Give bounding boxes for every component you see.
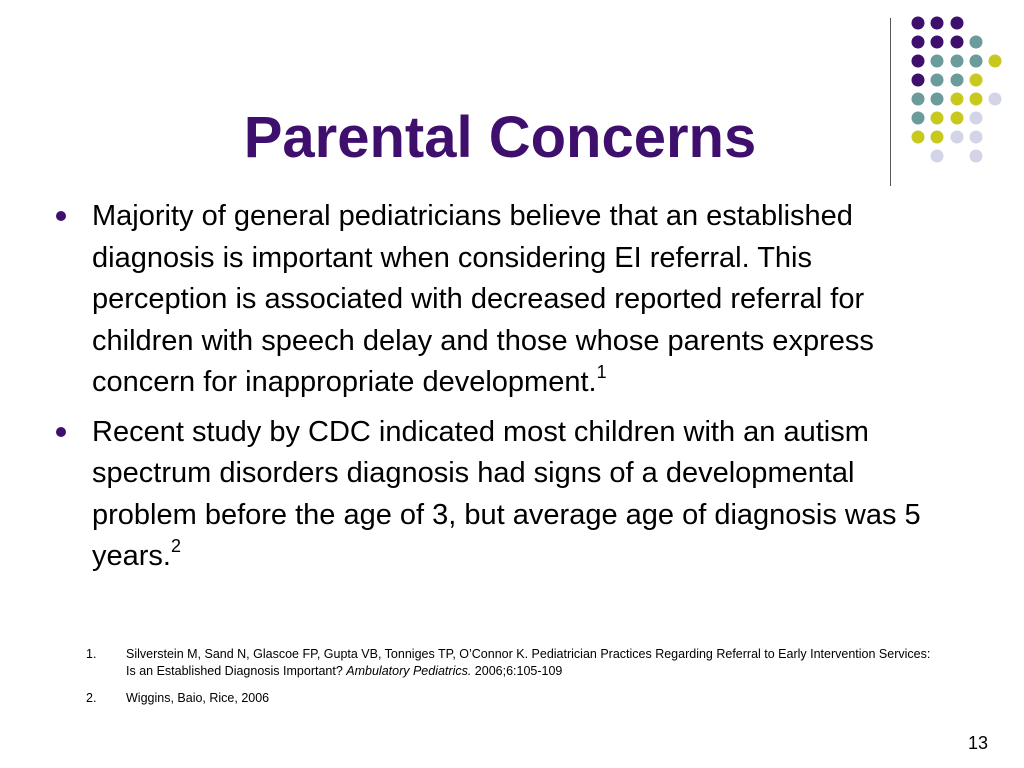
reference-details: 2006;6:105-109	[471, 664, 563, 678]
dot-yellow	[989, 55, 1002, 68]
dot-teal	[951, 55, 964, 68]
dot-purple	[931, 17, 944, 30]
reference-list	[86, 646, 936, 717]
dot-purple	[931, 36, 944, 49]
reference-journal: Ambulatory Pediatrics.	[346, 664, 472, 678]
bullet-list	[55, 196, 955, 586]
dot-purple	[912, 74, 925, 87]
bullet-dot-icon	[56, 427, 66, 437]
bullet-text: Recent study by CDC indicated most children with an autism spectrum disorders diagnosis had signs of a developmental problem before the age of 3, but average age of diagnosis was 5 years.	[92, 415, 921, 572]
dot-teal	[931, 55, 944, 68]
dot-purple	[951, 17, 964, 30]
dot-purple	[912, 17, 925, 30]
dot-teal	[970, 36, 983, 49]
reference-number: 1.	[86, 647, 97, 661]
dot-yellow	[970, 74, 983, 87]
page-number: 13	[967, 733, 988, 753]
reference-number: 2.	[86, 691, 97, 705]
dot-teal	[931, 74, 944, 87]
citation-superscript: 1	[596, 362, 607, 383]
reference-item	[86, 690, 936, 707]
citation-superscript: 2	[170, 536, 181, 557]
reference-text: Silverstein M, Sand N, Glascoe FP, Gupta VB, Tonniges TP, O’Connor K. Pediatrician Practices Regarding Referral to Early Intervention Services: Is an Established Diagnosis Important?	[126, 647, 931, 678]
reference-item	[86, 646, 936, 680]
bullet-text: Majority of general pediatricians believe that an established diagnosis is important when considering EI referral. This perception is associated with decreased reported referral for children with speech delay and those whose parents express concern for inappropriate development.	[92, 200, 874, 398]
dot-teal	[970, 55, 983, 68]
dot-purple	[951, 36, 964, 49]
dot-purple	[912, 55, 925, 68]
reference-text: Wiggins, Baio, Rice, 2006	[126, 691, 270, 705]
dot-teal	[951, 74, 964, 87]
bullet-dot-icon	[56, 211, 66, 221]
slide-title: Parental Concerns	[243, 105, 757, 170]
bullet-item	[55, 196, 955, 404]
bullet-item	[55, 412, 955, 578]
dot-purple	[912, 36, 925, 49]
